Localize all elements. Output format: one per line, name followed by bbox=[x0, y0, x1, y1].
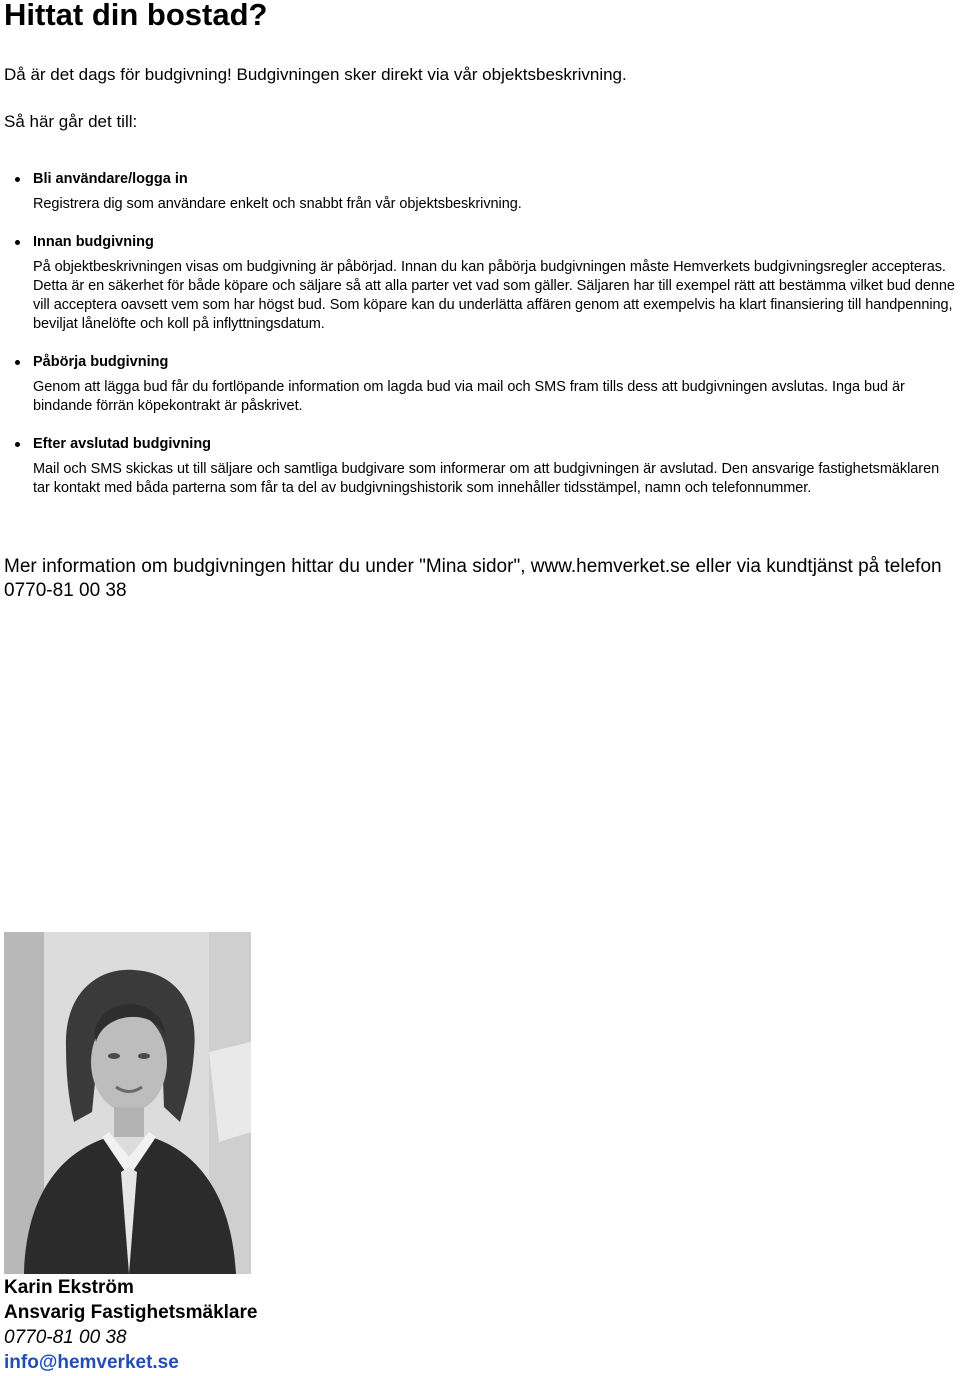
step-text: På objektbeskrivningen visas om budgivning är påbörjad. Innan du kan påbörja budgivningen måste Hemverkets budgivningsregler accepteras. Detta är en säkerhet för både köpare och säljare så att alla parter vet vad som gäller. Säljaren har till exempel rätt att bestämma vilket bud denne vill acceptera oavsett vem som har högst bud. Som köpare kan du underlätta affären genom att exempelvis ha klart finansiering till handpenning, beviljat lånelöfte och koll på inflyttningsdatum. bbox=[33, 259, 955, 332]
list-item bbox=[0, 170, 960, 214]
more-info-text: Mer information om budgivningen hittar du under "Mina sidor", www.hemverket.se eller via kundtjänst på telefon 0770-81 00 38 bbox=[4, 556, 942, 601]
list-item bbox=[0, 435, 960, 498]
contact-email-line bbox=[4, 1351, 179, 1375]
bullet-icon bbox=[15, 360, 20, 365]
bullet-icon bbox=[15, 240, 20, 245]
list-item bbox=[0, 353, 960, 416]
step-heading: Innan budgivning bbox=[33, 234, 154, 250]
step-heading: Efter avslutad budgivning bbox=[33, 436, 212, 452]
contact-email-link[interactable]: info@hemverket.se bbox=[4, 1352, 179, 1373]
step-heading: Påbörja budgivning bbox=[33, 354, 169, 370]
contact-role: Ansvarig Fastighetsmäklare bbox=[4, 1302, 258, 1323]
process-heading: Så här går det till: bbox=[4, 112, 138, 131]
step-text: Registrera dig som användare enkelt och snabbt från vår objektsbeskrivning. bbox=[33, 196, 522, 212]
contact-phone: 0770-81 00 38 bbox=[4, 1327, 127, 1348]
bullet-icon bbox=[15, 177, 20, 182]
page-title: Hittat din bostad? bbox=[4, 0, 268, 32]
list-item bbox=[0, 233, 960, 334]
steps-list bbox=[0, 170, 960, 517]
intro-text: Då är det dags för budgivning! Budgivningen sker direkt via vår objektsbeskrivning. bbox=[4, 65, 627, 84]
agent-photo bbox=[4, 932, 251, 1274]
contact-name: Karin Ekström bbox=[4, 1277, 134, 1298]
bullet-icon bbox=[15, 442, 20, 447]
step-text: Mail och SMS skickas ut till säljare och samtliga budgivare som informerar om att budgivningen är avslutad. Den ansvarige fastighetsmäklaren tar kontakt med båda parterna som får ta del av budgivningshistorik som innehåller tidsstämpel, namn och telefonnummer. bbox=[33, 461, 940, 496]
step-text: Genom att lägga bud får du fortlöpande information om lagda bud via mail och SMS fram tills dess att budgivningen avslutas. Inga bud är bindande förrän köpekontrakt är påskrivet. bbox=[33, 379, 905, 414]
step-heading: Bli användare/logga in bbox=[33, 171, 188, 187]
